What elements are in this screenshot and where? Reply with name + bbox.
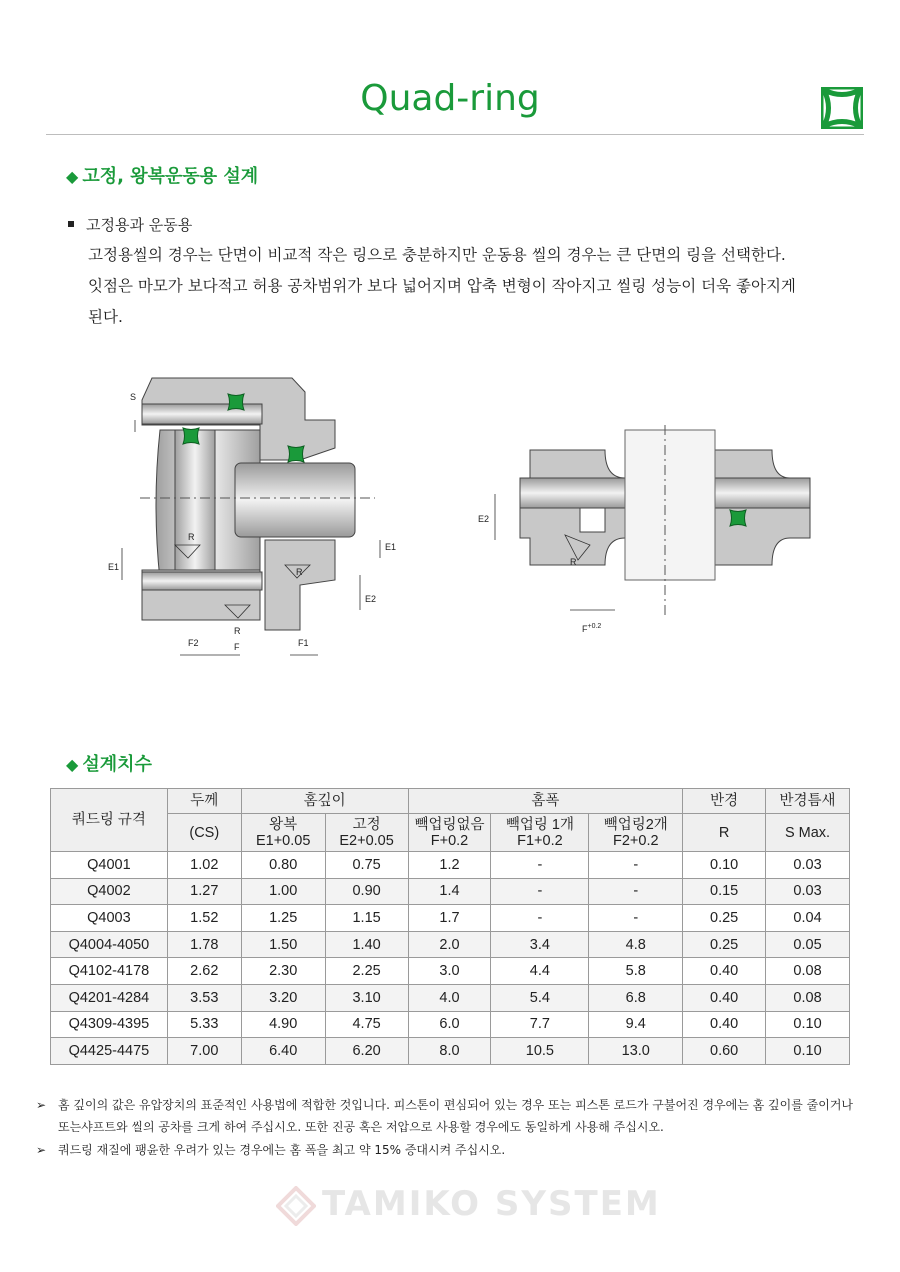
header-radial-gap: 반경틈새 [766, 789, 850, 814]
table-cell: 0.10 [766, 1011, 850, 1038]
arrow-bullet-icon: ➢ [36, 1143, 47, 1157]
table-cell: - [589, 905, 683, 932]
table-cell: 1.02 [167, 852, 241, 879]
table-cell: 4.4 [491, 958, 589, 985]
table-cell: 0.25 [683, 905, 766, 932]
label-f2: F2 [188, 638, 199, 648]
label-s: S [130, 392, 137, 402]
header-width-one: 빽업링 1개 F1+0.2 [491, 814, 589, 852]
table-cell: 3.4 [491, 931, 589, 958]
table-cell: 0.10 [683, 852, 766, 879]
table-cell: 0.08 [766, 958, 850, 985]
table-cell: 3.10 [325, 984, 408, 1011]
table-cell: 5.33 [167, 1011, 241, 1038]
table-cell: Q4004-4050 [51, 931, 168, 958]
table-cell: 0.75 [325, 852, 408, 879]
header-radius-sub: R [683, 814, 766, 852]
table-cell: 1.00 [241, 878, 325, 905]
table-row [51, 1011, 850, 1038]
paragraph-line-3: 된다. [88, 308, 123, 326]
table-cell: 1.2 [408, 852, 491, 879]
table-cell: 4.8 [589, 931, 683, 958]
table-cell: 1.52 [167, 905, 241, 932]
diamond-bullet-icon: ◆ [66, 755, 79, 774]
table-cell: 6.8 [589, 984, 683, 1011]
table-cell: 0.10 [766, 1038, 850, 1065]
table-row [51, 905, 850, 932]
header-thickness: 두께 [167, 789, 241, 814]
note-2: ➢ 쿼드링 재질에 팽윤한 우려가 있는 경우에는 홈 폭을 최고 약 15% 증대시켜 주십시오. [36, 1143, 506, 1157]
table-cell: 1.27 [167, 878, 241, 905]
label-e1-right: E1 [385, 542, 397, 552]
table-cell: 5.8 [589, 958, 683, 985]
label-r-4: R [570, 557, 577, 567]
table-cell: 2.30 [241, 958, 325, 985]
table-cell: 6.40 [241, 1038, 325, 1065]
note-1: ➢ 홈 깊이의 값은 유압장치의 표준적인 사용법에 적합한 것입니다. 피스톤이 편심되어 있는 경우 또는 피스톤 로드가 구불어진 경우에는 홈 깊이를 줄이거나 [36, 1098, 853, 1112]
table-cell: 0.05 [766, 931, 850, 958]
footer-watermark: TAMIKO SYSTEM [322, 1184, 661, 1224]
label-f1: F1 [298, 638, 309, 648]
section-title-design [66, 162, 258, 188]
section-title-text: 설계치수 [82, 754, 152, 775]
table-cell: Q4001 [51, 852, 168, 879]
table-row [51, 984, 850, 1011]
table-cell: Q4003 [51, 905, 168, 932]
section-title-text: 고정, 왕복운동용 설계 [82, 166, 259, 187]
left-assembly [140, 378, 375, 630]
table-cell: 6.0 [408, 1011, 491, 1038]
table-cell: 2.0 [408, 931, 491, 958]
header-depth-recip: 왕복 E1+0.05 [241, 814, 325, 852]
header-spec: 쿼드링 규격 [51, 789, 168, 852]
table-cell: 1.7 [408, 905, 491, 932]
table-cell: 0.03 [766, 878, 850, 905]
table-cell: 7.00 [167, 1038, 241, 1065]
table-cell: 0.80 [241, 852, 325, 879]
table-cell: 2.25 [325, 958, 408, 985]
table-cell: - [491, 878, 589, 905]
table-cell: 1.40 [325, 931, 408, 958]
table-cell: Q4309-4395 [51, 1011, 168, 1038]
table-cell: 4.90 [241, 1011, 325, 1038]
table-cell: Q4425-4475 [51, 1038, 168, 1065]
table-row [51, 852, 850, 879]
table-cell: 0.04 [766, 905, 850, 932]
quad-ring-logo-icon [821, 87, 863, 129]
header-gap-sub: S Max. [766, 814, 850, 852]
table-cell: 0.08 [766, 984, 850, 1011]
header-radius: 반경 [683, 789, 766, 814]
label-f-tol: $F^{+0.2}$ [582, 623, 602, 634]
table-cell: 0.40 [683, 1011, 766, 1038]
table-cell: Q4002 [51, 878, 168, 905]
table-cell: 1.15 [325, 905, 408, 932]
quad-ring-right [730, 510, 746, 526]
table-row [51, 931, 850, 958]
paragraph-line-2: 잇점은 마모가 보다적고 허용 공차범위가 보다 넓어지며 압축 변형이 작아지고 씰링 성능이 더욱 좋아지게 [88, 277, 796, 295]
table-cell: - [589, 852, 683, 879]
arrow-bullet-icon: ➢ [36, 1098, 47, 1112]
table-cell: - [589, 878, 683, 905]
header-groove-depth: 홈깊이 [241, 789, 408, 814]
design-dimensions-table [50, 788, 850, 1065]
table-cell: 7.7 [491, 1011, 589, 1038]
table-cell: 1.4 [408, 878, 491, 905]
diamond-bullet-icon: ◆ [66, 167, 79, 186]
table-cell: 4.0 [408, 984, 491, 1011]
note-1-cont: 또는샤프트와 씰의 공차를 크게 하여 주십시오. 또한 진공 혹은 저압으로 사용할 경우에도 동일하게 사용해 주십시오. [58, 1120, 664, 1134]
table-cell: 3.53 [167, 984, 241, 1011]
table-row [51, 958, 850, 985]
groove-design-diagram [100, 370, 820, 670]
table-cell: 8.0 [408, 1038, 491, 1065]
label-r-3: R [234, 626, 241, 636]
header-width-two: 빽업링2개 F2+0.2 [589, 814, 683, 852]
square-bullet-icon [68, 221, 74, 227]
label-e1-left: E1 [108, 562, 120, 572]
table-cell: 0.40 [683, 958, 766, 985]
bullet-item [66, 214, 192, 235]
page-title: Quad-ring [360, 78, 540, 119]
header-width-none: 빽업링없음 F+0.2 [408, 814, 491, 852]
table-cell: 10.5 [491, 1038, 589, 1065]
header-depth-static: 고정 E2+0.05 [325, 814, 408, 852]
table-cell: 3.20 [241, 984, 325, 1011]
table-row [51, 1038, 850, 1065]
table-cell: Q4102-4178 [51, 958, 168, 985]
table-cell: 5.4 [491, 984, 589, 1011]
header-thickness-sub: (CS) [167, 814, 241, 852]
table-cell: 2.62 [167, 958, 241, 985]
label-e2-right: E2 [478, 514, 490, 524]
table-cell: - [491, 905, 589, 932]
header-divider [46, 134, 864, 135]
bullet-text: 고정용과 운동용 [86, 216, 193, 234]
table-cell: - [491, 852, 589, 879]
table-cell: 1.78 [167, 931, 241, 958]
table-cell: 0.15 [683, 878, 766, 905]
paragraph-line-1: 고정용씰의 경우는 단면이 비교적 작은 링으로 충분하지만 운동용 씰의 경우는 큰 단면의 링을 선택한다. [88, 246, 786, 264]
header-groove-width: 홈폭 [408, 789, 683, 814]
table-cell: 0.25 [683, 931, 766, 958]
table-cell: 6.20 [325, 1038, 408, 1065]
table-cell: 13.0 [589, 1038, 683, 1065]
label-r-2: R [296, 567, 303, 577]
label-f: F [234, 642, 240, 652]
table-cell: 0.60 [683, 1038, 766, 1065]
table-cell: 9.4 [589, 1011, 683, 1038]
table-cell: 0.40 [683, 984, 766, 1011]
table-cell: 3.0 [408, 958, 491, 985]
table-row [51, 878, 850, 905]
right-assembly [520, 425, 810, 615]
label-e2-left: E2 [365, 594, 377, 604]
watermark-logo-icon [276, 1186, 316, 1226]
table-cell: 4.75 [325, 1011, 408, 1038]
table-cell: 0.90 [325, 878, 408, 905]
table-cell: Q4201-4284 [51, 984, 168, 1011]
label-r-1: R [188, 532, 195, 542]
table-cell: 1.25 [241, 905, 325, 932]
table-cell: 0.03 [766, 852, 850, 879]
table-cell: 1.50 [241, 931, 325, 958]
section-title-dimensions [66, 750, 152, 776]
